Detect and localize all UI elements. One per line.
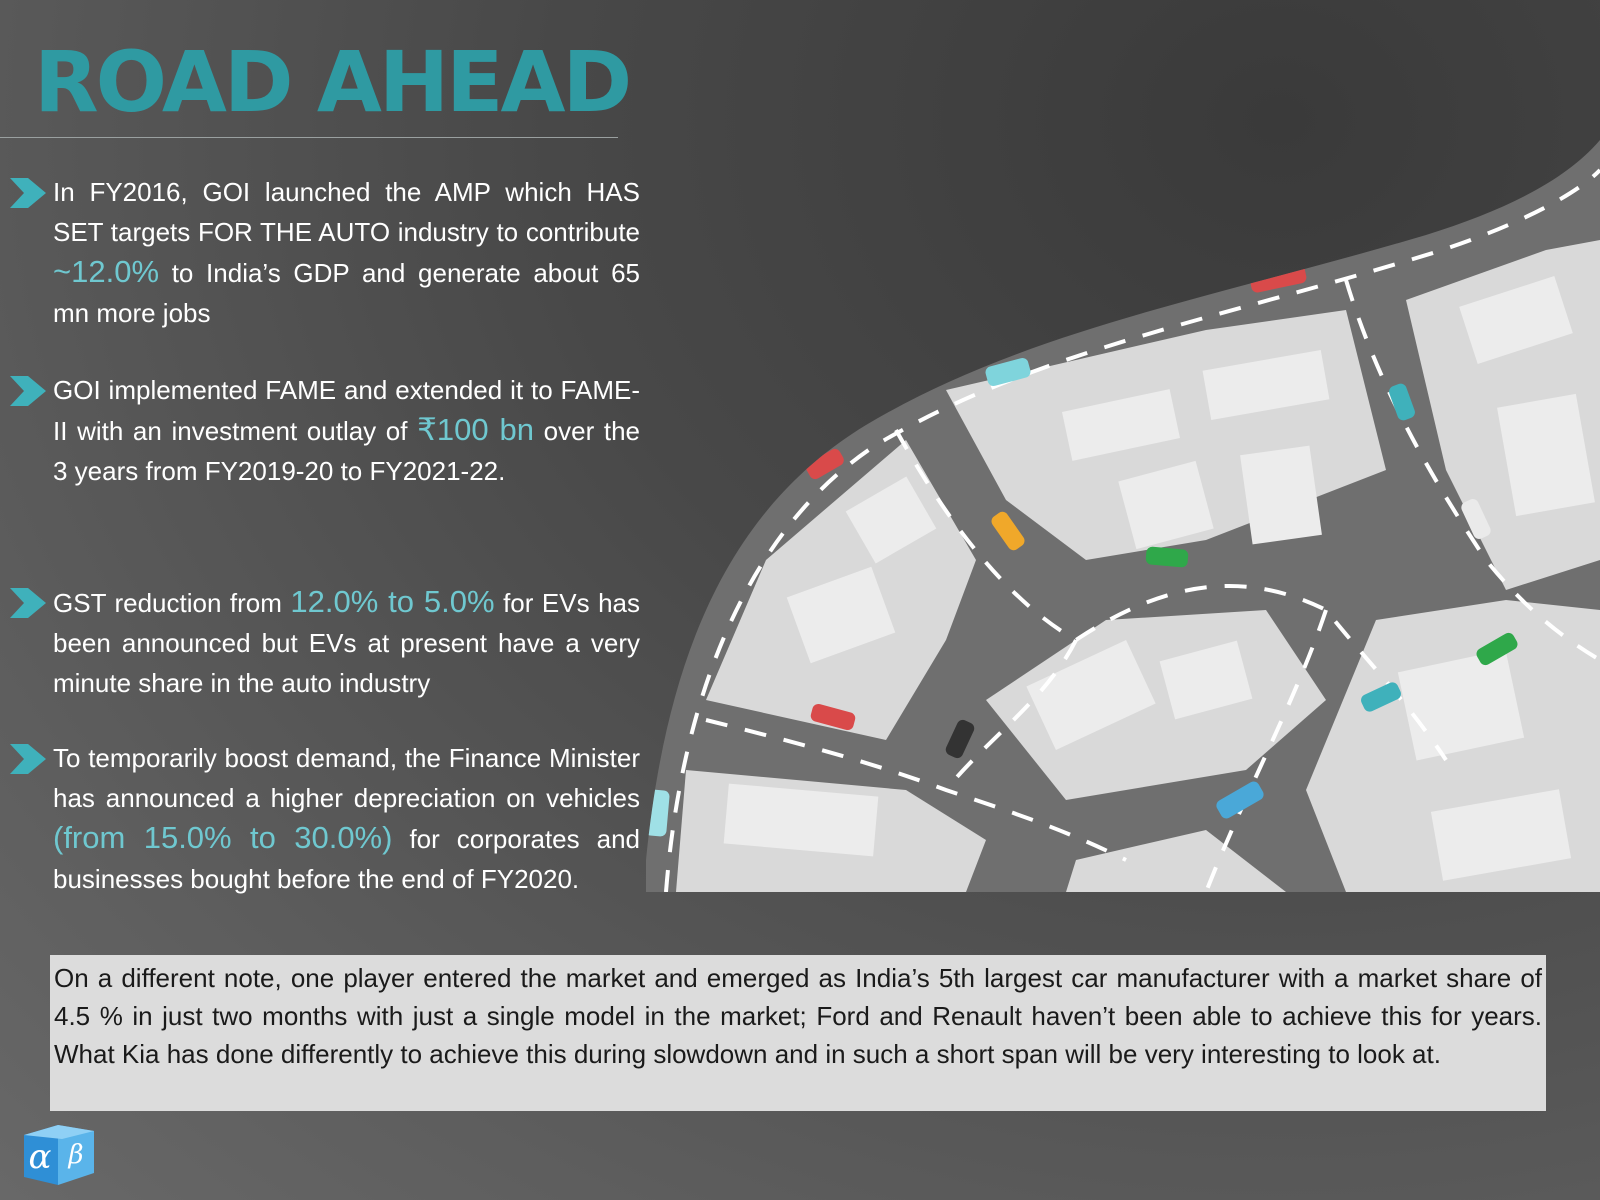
logo-beta: β bbox=[68, 1140, 84, 1170]
bullet-item-depreciation bbox=[8, 738, 640, 899]
chevron-right-icon bbox=[8, 374, 48, 408]
logo-alpha: α bbox=[28, 1137, 52, 1177]
bullet-text: GST reduction from 12.0% to 5.0% for EVs has been announced but EVs at present have a very minute share in the auto industry bbox=[53, 584, 640, 698]
chevron-right-icon bbox=[8, 742, 48, 776]
road-map-illustration bbox=[646, 140, 1600, 892]
bullet-text: GOI implemented FAME and extended it to FAME-II with an investment outlay of ₹100 bn over the 3 years from FY2019-20 to FY2021-22. bbox=[53, 375, 641, 486]
bullet-item-gst bbox=[8, 582, 640, 703]
bullet-text: In FY2016, GOI launched the AMP which HAS SET targets FOR THE AUTO industry to contribute ~12.0% to India’s GDP and generate about 65 mn more jobs bbox=[53, 177, 640, 328]
alpha-beta-logo bbox=[18, 1121, 98, 1189]
bullet-text: To temporarily boost demand, the Finance Minister has announced a higher depreciation on vehicles (from 15.0% to 30.0%) for corporates and businesses bought before the end of FY2020. bbox=[53, 743, 640, 894]
highlight-value: ~12.0% bbox=[53, 254, 160, 289]
chevron-right-icon bbox=[8, 176, 48, 210]
highlight-value: ₹100 bn bbox=[417, 412, 535, 447]
chevron-right-icon bbox=[8, 586, 48, 620]
page-title: ROAD AHEAD bbox=[34, 33, 630, 131]
highlight-value: 12.0% to 5.0% bbox=[290, 584, 495, 619]
title-divider bbox=[0, 137, 618, 138]
bullet-item-fame bbox=[8, 370, 640, 491]
highlight-value: (from 15.0% to 30.0%) bbox=[53, 820, 393, 855]
note-box: On a different note, one player entered the market and emerged as India’s 5th largest car manufacturer with a market share of 4.5 % in just two months with just a single model in the market; Ford and Renault haven’t been able to achieve this for years. What Kia has done differently to achieve this during slowdown and in such a short span will be very interesting to look at. bbox=[50, 955, 1546, 1111]
bullet-item-amp bbox=[8, 172, 640, 333]
